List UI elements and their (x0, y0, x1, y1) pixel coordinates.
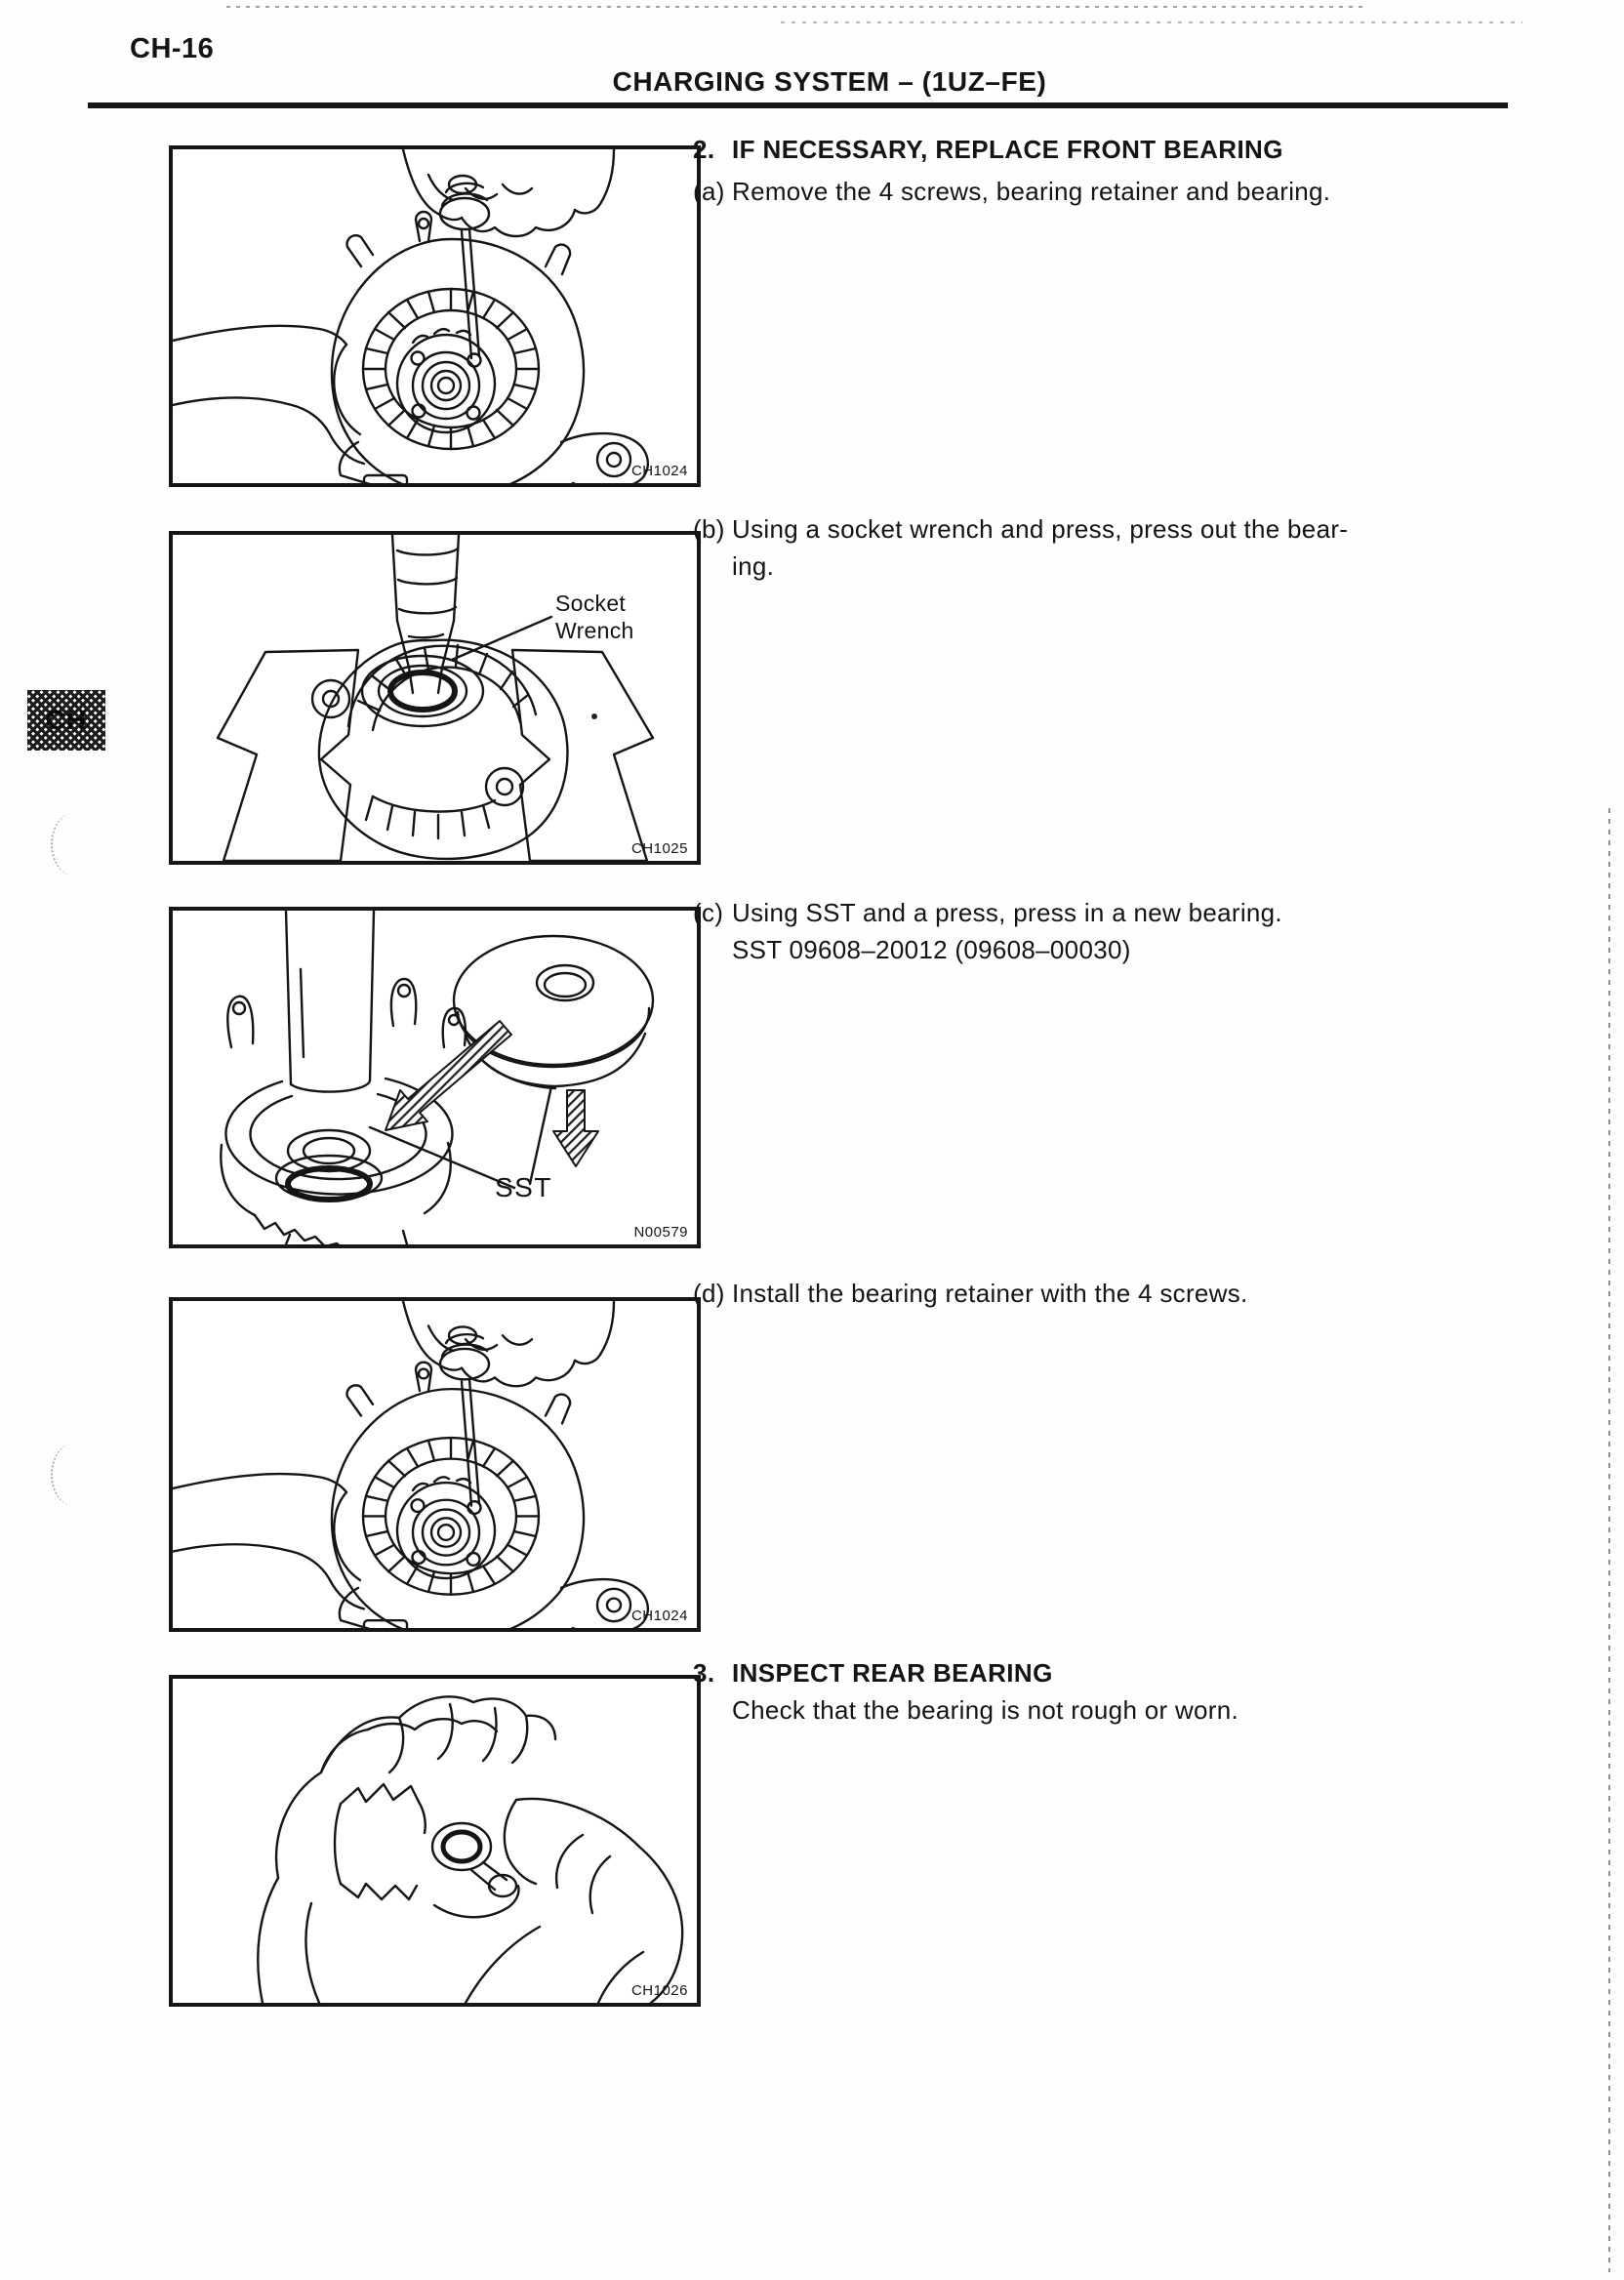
step2-heading-row (693, 133, 1522, 166)
press-in-sst-drawing (173, 911, 697, 1244)
step2d-text: Install the bearing retainer with the 4 screws. (732, 1279, 1248, 1308)
step2c-row (693, 896, 1522, 929)
step2d-row (693, 1277, 1522, 1310)
figure-code: CH1024 (630, 463, 688, 479)
step2b-label: (b) (693, 514, 725, 544)
step2c-sst-number: SST 09608–20012 (09608–00030) (732, 935, 1131, 964)
step2d-label: (d) (693, 1279, 725, 1308)
scan-artifact-dashes-top (226, 6, 1368, 8)
socket-wrench-callout-line1: Socket (555, 590, 627, 616)
step2b-text-line2: ing. (732, 551, 775, 581)
alternator-front-drawing (173, 1301, 697, 1628)
figure-inspect-rear-bearing (169, 1675, 701, 2007)
socket-wrench-callout (555, 590, 634, 644)
step2-number: 2. (693, 135, 715, 164)
figure-code: CH1026 (630, 1982, 688, 1999)
figure-press-in-bearing-sst (169, 907, 701, 1248)
step3-heading: INSPECT REAR BEARING (732, 1658, 1053, 1688)
step2-heading: IF NECESSARY, REPLACE FRONT BEARING (732, 135, 1283, 164)
step2a-text: Remove the 4 screws, bearing retainer and bearing. (732, 177, 1331, 206)
step3-text: Check that the bearing is not rough or worn. (732, 1695, 1239, 1725)
scan-artifact-arc (51, 812, 100, 876)
step2b-row (693, 512, 1522, 546)
figure-code: N00579 (633, 1224, 688, 1241)
hands-rotor-drawing (173, 1679, 697, 2003)
section-side-tab: CH (27, 690, 105, 751)
scan-artifact-arc (51, 1443, 100, 1507)
step3-heading-row (693, 1656, 1522, 1690)
step2b-text-line1: Using a socket wrench and press, press out the bear- (732, 514, 1349, 544)
step2a-row (693, 175, 1522, 208)
page-code: CH-16 (130, 33, 215, 64)
figure-code: CH1025 (630, 840, 688, 857)
figure-code: CH1024 (630, 1608, 688, 1624)
page-title: CHARGING SYSTEM – (1UZ–FE) (612, 66, 1047, 97)
figure-remove-bearing-retainer (169, 145, 701, 487)
scan-artifact-dashes-right (1608, 808, 1610, 2272)
step3-number: 3. (693, 1658, 715, 1688)
step2c-text-line1: Using SST and a press, press in a new bearing. (732, 898, 1282, 927)
sst-callout: SST (495, 1172, 552, 1202)
scan-artifact-dashes-top2 (781, 21, 1522, 23)
figure-press-out-bearing (169, 531, 701, 865)
press-out-drawing (173, 535, 697, 861)
socket-wrench-callout-line2: Wrench (555, 618, 634, 643)
alternator-front-drawing (173, 149, 697, 483)
figure-install-bearing-retainer (169, 1297, 701, 1632)
step2a-label: (a) (693, 177, 725, 206)
header-rule (88, 102, 1508, 108)
step2c-label: (c) (693, 898, 724, 927)
